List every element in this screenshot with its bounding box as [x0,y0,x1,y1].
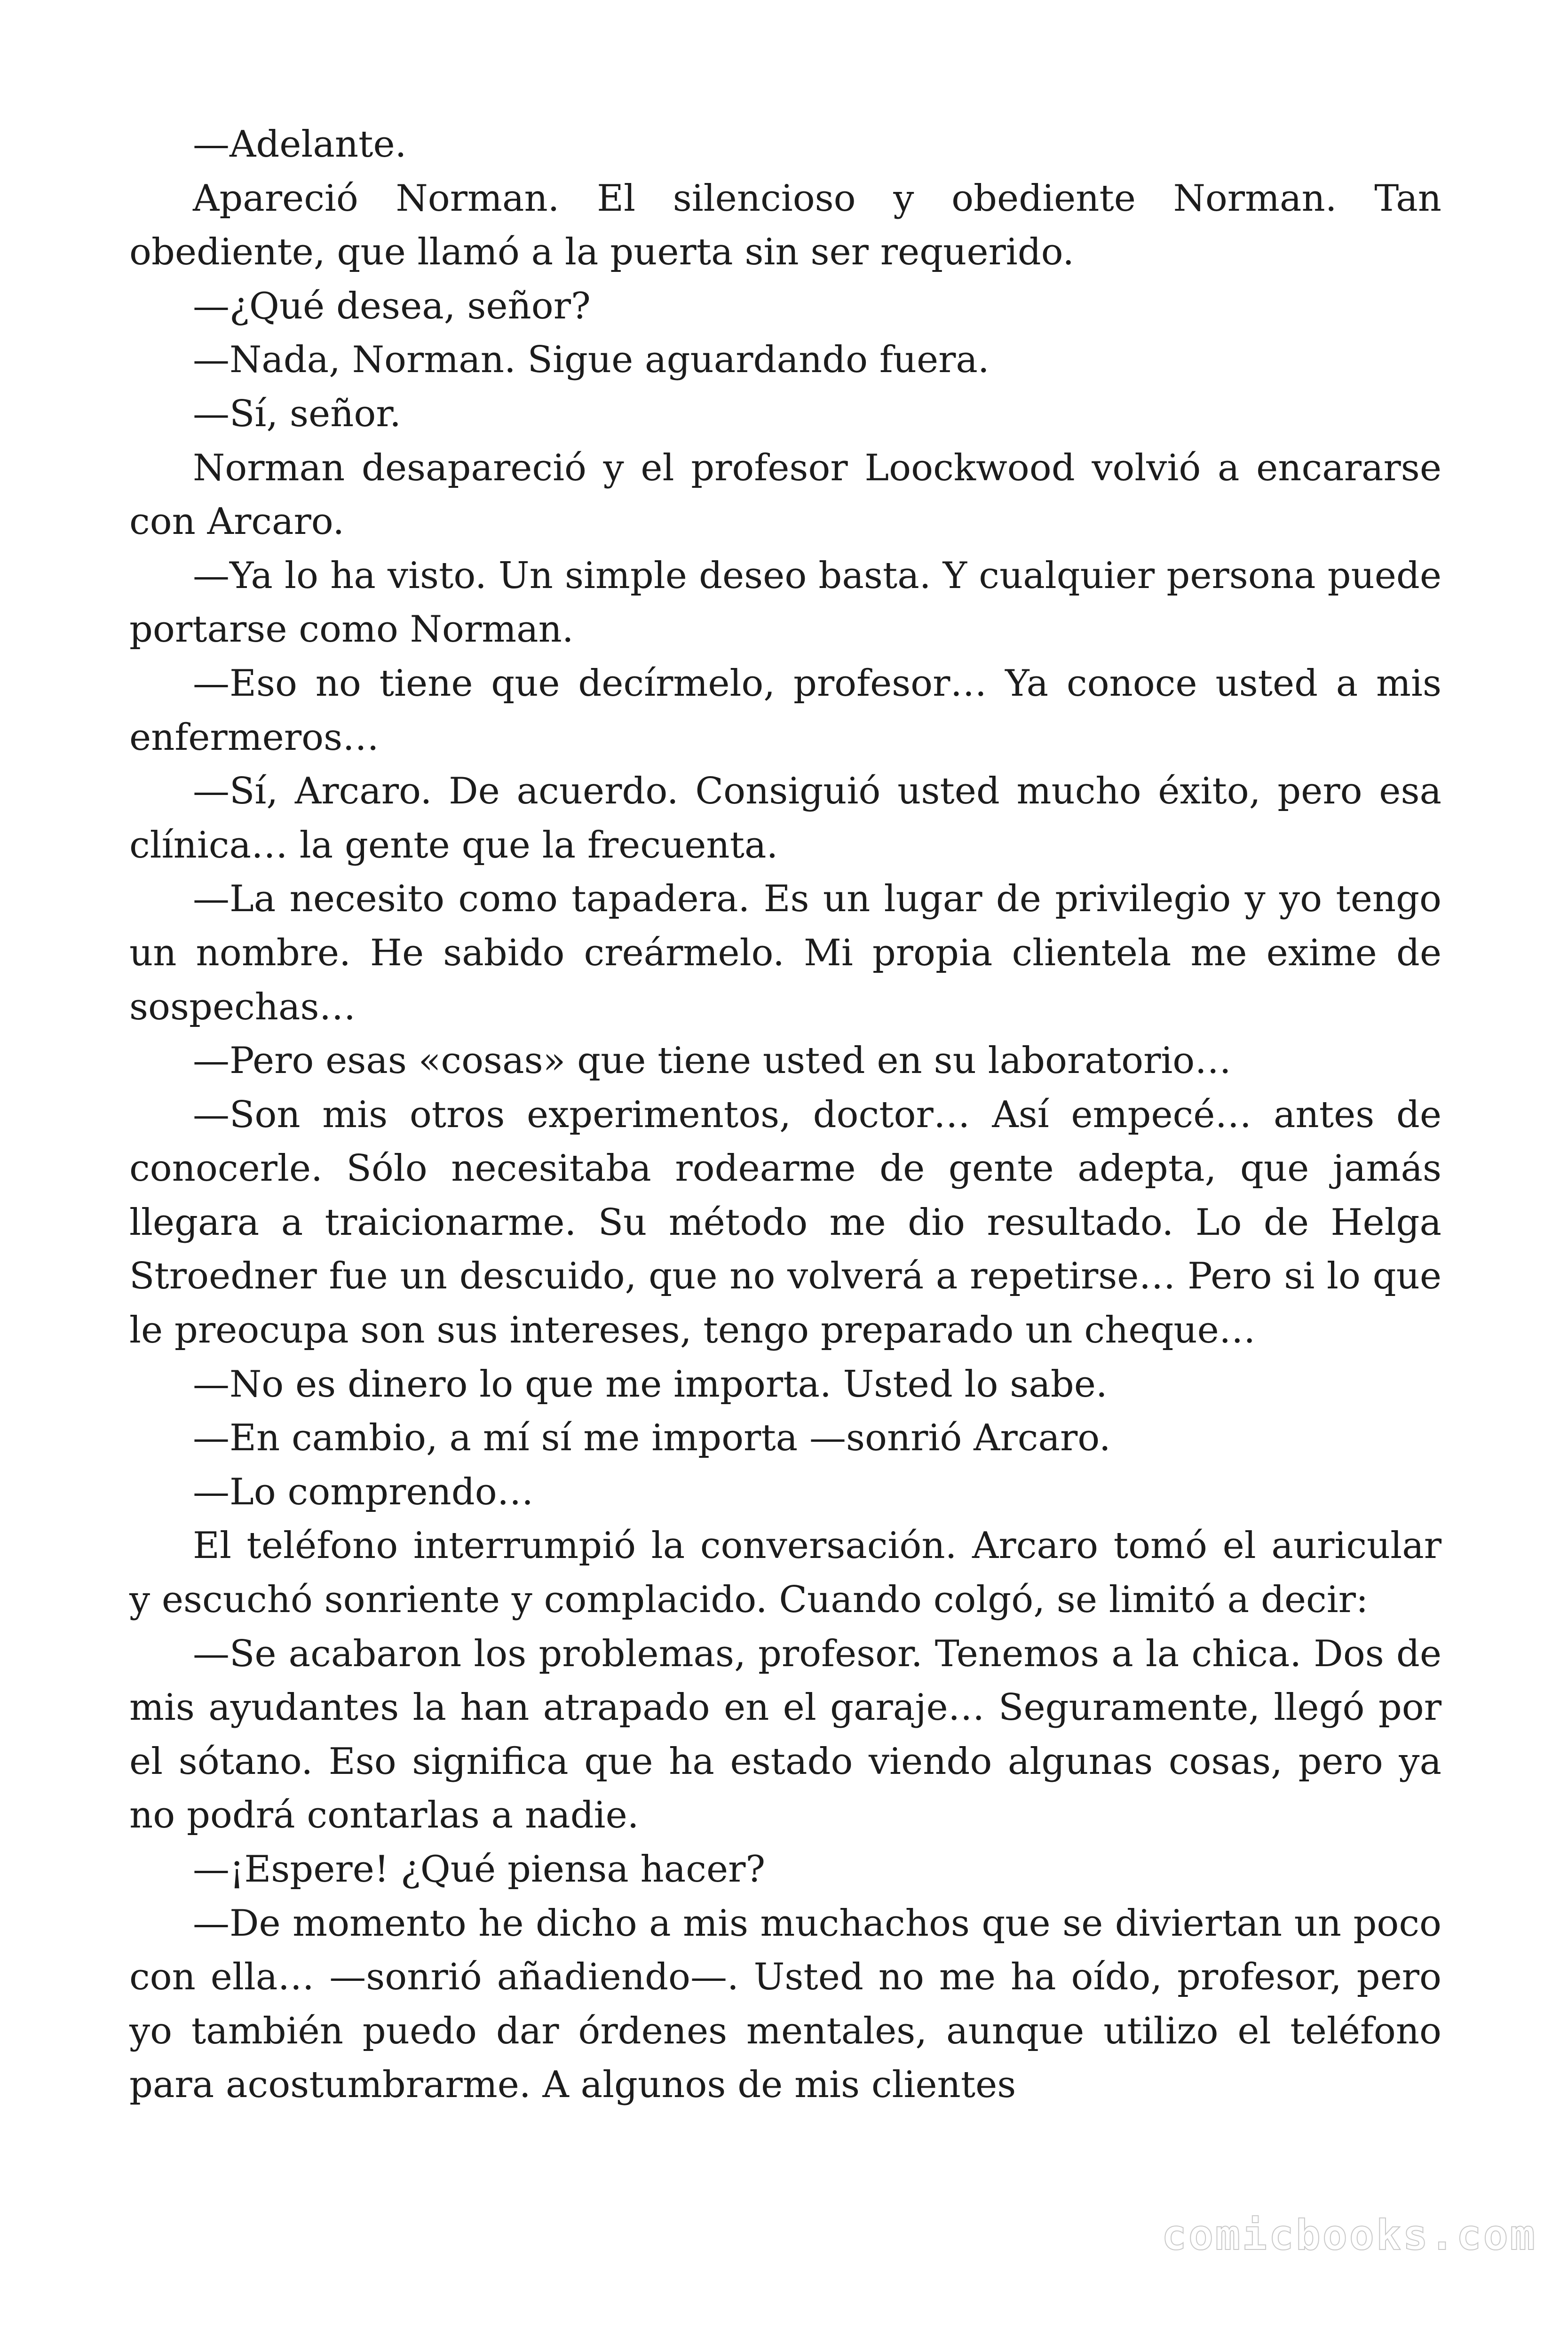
paragraph: —Eso no tiene que decírmelo, profesor… Ya conoce usted a mis enfermeros… [129,662,1441,759]
watermark: comicbooks.com [1162,2211,1537,2259]
paragraph: —No es dinero lo que me importa. Usted lo sabe. [193,1363,1108,1406]
paragraph: —Nada, Norman. Sigue aguardando fuera. [193,339,990,381]
paragraph: Apareció Norman. El silencioso y obediente Norman. Tan obediente, que llamó a la puerta sin ser requerido. [129,177,1441,274]
paragraph: —Pero esas «cosas» que tiene usted en su laboratorio… [193,1040,1232,1082]
paragraph: —Sí, señor. [193,392,401,435]
paragraph: El teléfono interrumpió la conversación. Arcaro tomó el auricular y escuchó sonriente y complacido. Cuando colgó, se limitó a decir: [129,1525,1441,1621]
paragraph: —¿Qué desea, señor? [193,285,591,327]
paragraph: —¡Espere! ¿Qué piensa hacer? [193,1848,766,1891]
paragraph: —Lo comprendo… [193,1470,534,1513]
paragraph: —En cambio, a mí sí me importa —sonrió Arcaro. [193,1417,1111,1460]
paragraph: Norman desapareció y el profesor Loockwood volvió a encararse con Arcaro. [129,446,1441,543]
paragraph: —De momento he dicho a mis muchachos que se diviertan un poco con ella… —sonrió añadiendo—. Usted no me ha oído, profesor, pero yo también puedo dar órdenes mentales, aunque utilizo el teléfono para acostumbrarme. A algunos de mis clientes [129,1902,1441,2106]
paragraph: —Adelante. [193,123,407,166]
paragraph: —Ya lo ha visto. Un simple deseo basta. Y cualquier persona puede portarse como Norman. [129,554,1441,651]
paragraph: —Son mis otros experimentos, doctor… Así empecé… antes de conocerle. Sólo necesitaba rodearme de gente adepta, que jamás llegara a traicionarme. Su método me dio resultado. Lo de Helga Stroedner fue un descuido, que no volverá a repetirse… Pero si lo que le preocupa son sus intereses, tengo preparado un cheque… [129,1093,1441,1352]
paragraph: —Se acabaron los problemas, profesor. Tenemos a la chica. Dos de mis ayudantes la han atrapado en el garaje… Seguramente, llegó por el sótano. Eso significa que ha estado viendo algunas cosas, pero ya no podrá contarlas a nadie. [129,1632,1441,1837]
page-text [129,118,1441,2112]
paragraph: —La necesito como tapadera. Es un lugar de privilegio y yo tengo un nombre. He sabido creármelo. Mi propia clientela me exime de sospechas… [129,878,1441,1028]
paragraph: —Sí, Arcaro. De acuerdo. Consiguió usted mucho éxito, pero esa clínica… la gente que la frecuenta. [129,770,1441,866]
